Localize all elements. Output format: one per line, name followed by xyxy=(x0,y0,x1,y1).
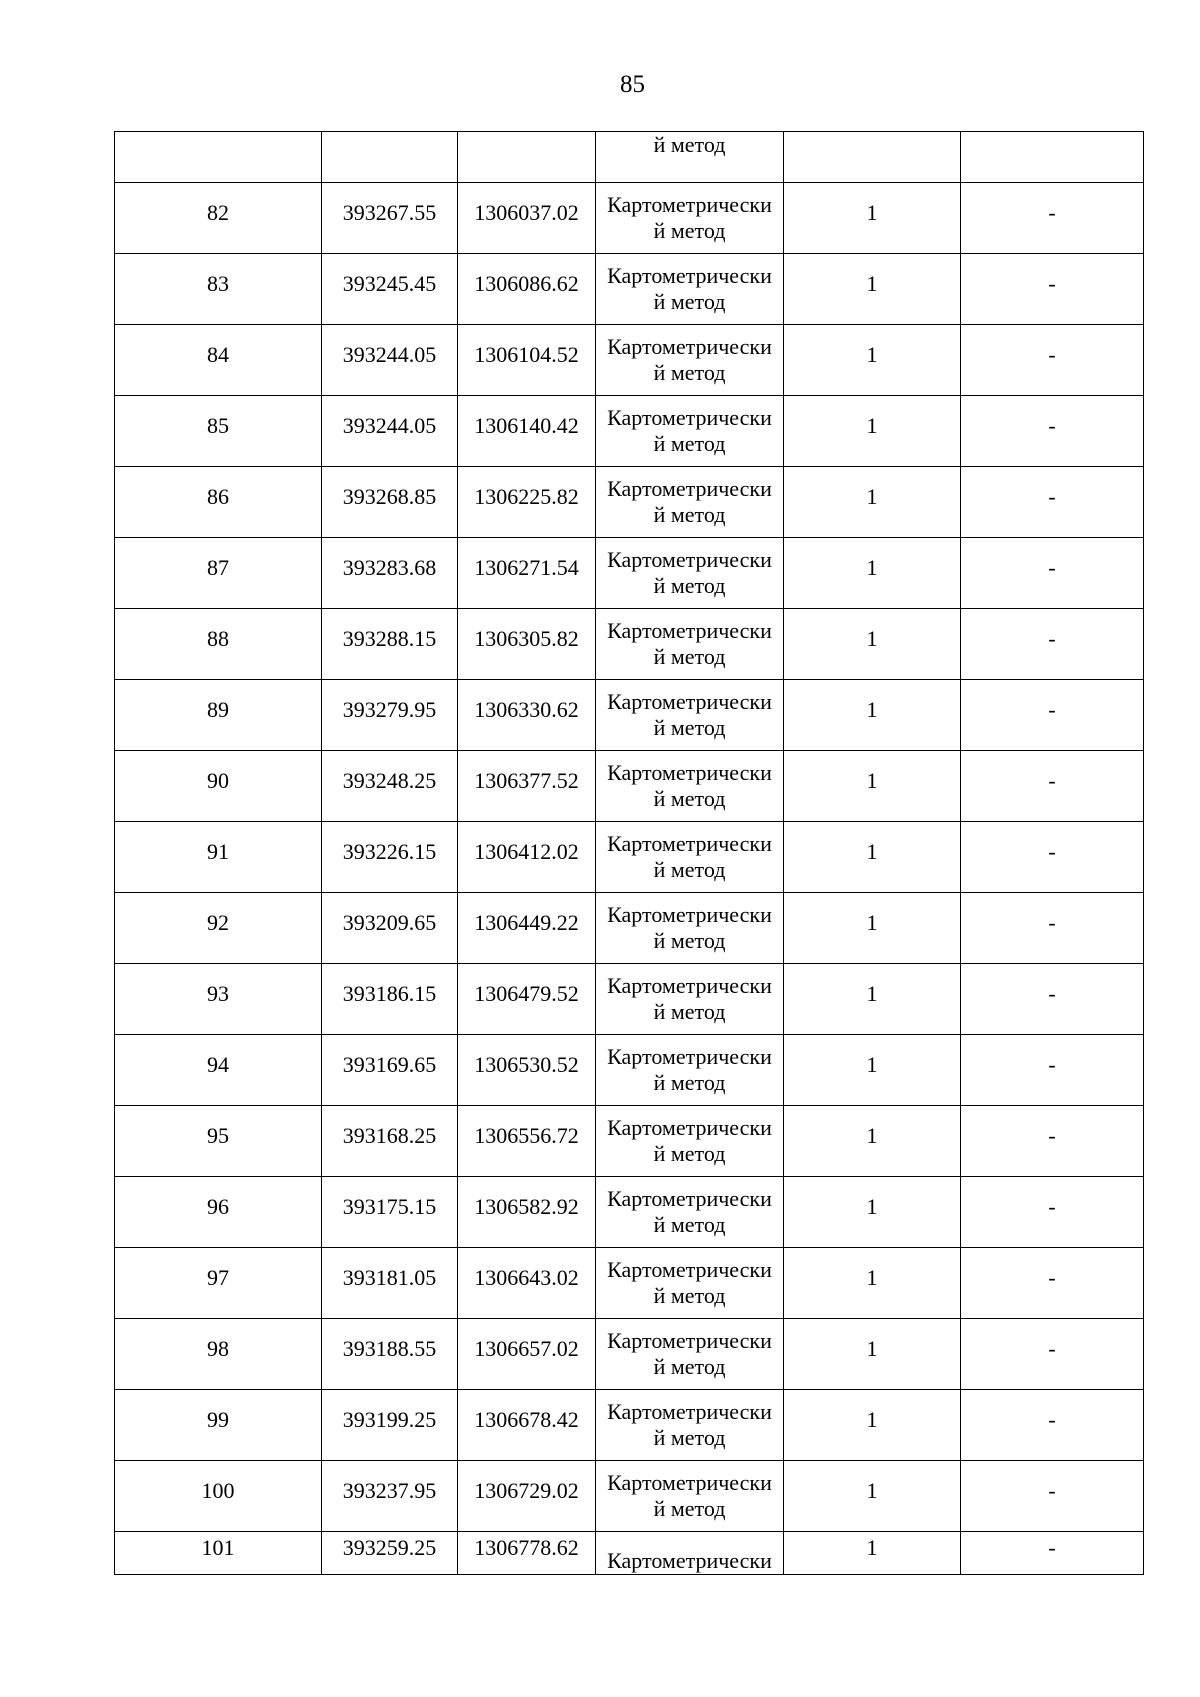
cell-note: - xyxy=(961,751,1144,822)
cell-number: 94 xyxy=(115,1035,322,1106)
cell-method xyxy=(596,1177,784,1248)
cell-method xyxy=(596,1248,784,1319)
cell-accuracy: 1 xyxy=(784,1248,961,1319)
cell-accuracy: 1 xyxy=(784,1106,961,1177)
page-number: 85 xyxy=(620,71,645,98)
cell-x: 393268.85 xyxy=(322,467,458,538)
cell-y: 1306330.62 xyxy=(458,680,596,751)
cell-method xyxy=(596,1390,784,1461)
table-row xyxy=(115,325,1144,396)
method-text-line: Картометрически xyxy=(607,689,772,714)
cell-accuracy xyxy=(784,132,961,183)
cell-method xyxy=(596,254,784,325)
cell-x: 393267.55 xyxy=(322,183,458,254)
method-text-line: й метод xyxy=(653,928,726,953)
method-text-line: Картометрически xyxy=(607,547,772,572)
method-text-line: й метод xyxy=(653,1425,726,1450)
cell-number: 89 xyxy=(115,680,322,751)
cell-accuracy: 1 xyxy=(784,183,961,254)
method-text-line: Картометрически xyxy=(607,1399,772,1424)
cell-accuracy: 1 xyxy=(784,1532,961,1575)
cell-accuracy: 1 xyxy=(784,964,961,1035)
cell-accuracy: 1 xyxy=(784,1177,961,1248)
cell-note: - xyxy=(961,1106,1144,1177)
cell-y: 1306657.02 xyxy=(458,1319,596,1390)
cell-x: 393209.65 xyxy=(322,893,458,964)
cell-note: - xyxy=(961,325,1144,396)
table-row xyxy=(115,964,1144,1035)
cell-method: Картометрически xyxy=(596,1532,784,1575)
cell-number: 93 xyxy=(115,964,322,1035)
table-row xyxy=(115,1319,1144,1390)
cell-x: 393279.95 xyxy=(322,680,458,751)
cell-method xyxy=(596,1035,784,1106)
cell-x: 393288.15 xyxy=(322,609,458,680)
cell-y: 1306037.02 xyxy=(458,183,596,254)
cell-y: 1306778.62 xyxy=(458,1532,596,1575)
cell-note xyxy=(961,132,1144,183)
table-row xyxy=(115,822,1144,893)
cell-y: 1306271.54 xyxy=(458,538,596,609)
table-row xyxy=(115,1248,1144,1319)
cell-number: 101 xyxy=(115,1532,322,1575)
cell-method xyxy=(596,325,784,396)
cell-number: 92 xyxy=(115,893,322,964)
cell-note: - xyxy=(961,1390,1144,1461)
cell-x: 393186.15 xyxy=(322,964,458,1035)
cell-y xyxy=(458,132,596,183)
cell-x: 393169.65 xyxy=(322,1035,458,1106)
cell-accuracy: 1 xyxy=(784,751,961,822)
method-text-line: Картометрически xyxy=(607,1257,772,1282)
table-row xyxy=(115,1461,1144,1532)
cell-x: 393199.25 xyxy=(322,1390,458,1461)
cell-x: 393175.15 xyxy=(322,1177,458,1248)
method-text-line: Картометрически xyxy=(607,973,772,998)
cell-x: 393244.05 xyxy=(322,325,458,396)
table-row xyxy=(115,183,1144,254)
cell-method xyxy=(596,1319,784,1390)
cell-x: 393245.45 xyxy=(322,254,458,325)
cell-x: 393244.05 xyxy=(322,396,458,467)
cell-method xyxy=(596,822,784,893)
table-row-last xyxy=(115,1532,1144,1575)
table-row xyxy=(115,1177,1144,1248)
cell-note: - xyxy=(961,680,1144,751)
cell-number: 87 xyxy=(115,538,322,609)
cell-method xyxy=(596,751,784,822)
cell-x: 393168.25 xyxy=(322,1106,458,1177)
cell-number: 83 xyxy=(115,254,322,325)
method-text-line: й метод xyxy=(653,502,726,527)
cell-number: 99 xyxy=(115,1390,322,1461)
method-text-line: й метод xyxy=(653,1070,726,1095)
method-text-line: й метод xyxy=(653,289,726,314)
method-text-line: й метод xyxy=(653,1283,726,1308)
cell-number xyxy=(115,132,322,183)
cell-note: - xyxy=(961,822,1144,893)
cell-y: 1306643.02 xyxy=(458,1248,596,1319)
table-row-continued xyxy=(115,132,1144,183)
cell-number: 100 xyxy=(115,1461,322,1532)
cell-x: 393188.55 xyxy=(322,1319,458,1390)
cell-y: 1306582.92 xyxy=(458,1177,596,1248)
cell-method xyxy=(596,680,784,751)
cell-note: - xyxy=(961,1248,1144,1319)
cell-x: 393181.05 xyxy=(322,1248,458,1319)
cell-note: - xyxy=(961,1035,1144,1106)
cell-y: 1306678.42 xyxy=(458,1390,596,1461)
cell-method xyxy=(596,1461,784,1532)
method-text-line: Картометрически xyxy=(607,760,772,785)
cell-x: 393237.95 xyxy=(322,1461,458,1532)
table-row xyxy=(115,680,1144,751)
cell-x: 393259.25 xyxy=(322,1532,458,1575)
cell-method xyxy=(596,467,784,538)
cell-number: 97 xyxy=(115,1248,322,1319)
cell-number: 96 xyxy=(115,1177,322,1248)
method-text-line: й метод xyxy=(653,786,726,811)
method-text-line: Картометрически xyxy=(607,263,772,288)
cell-number: 85 xyxy=(115,396,322,467)
method-text-line: Картометрически xyxy=(607,618,772,643)
method-text-line: й метод xyxy=(653,218,726,243)
method-text-line: Картометрически xyxy=(607,1186,772,1211)
cell-accuracy: 1 xyxy=(784,467,961,538)
cell-number: 90 xyxy=(115,751,322,822)
coordinates-table xyxy=(114,131,1144,1575)
table-row xyxy=(115,1106,1144,1177)
method-text-line: Картометрически xyxy=(607,831,772,856)
cell-y: 1306377.52 xyxy=(458,751,596,822)
cell-accuracy: 1 xyxy=(784,538,961,609)
table-row xyxy=(115,1390,1144,1461)
cell-accuracy: 1 xyxy=(784,680,961,751)
cell-x: 393248.25 xyxy=(322,751,458,822)
method-text-line: й метод xyxy=(653,1141,726,1166)
cell-note: - xyxy=(961,1177,1144,1248)
table-row xyxy=(115,538,1144,609)
cell-accuracy: 1 xyxy=(784,822,961,893)
cell-y: 1306225.82 xyxy=(458,467,596,538)
table-row xyxy=(115,893,1144,964)
cell-y: 1306449.22 xyxy=(458,893,596,964)
cell-method: й метод xyxy=(596,132,784,183)
cell-accuracy: 1 xyxy=(784,1319,961,1390)
cell-note: - xyxy=(961,254,1144,325)
cell-number: 82 xyxy=(115,183,322,254)
cell-y: 1306556.72 xyxy=(458,1106,596,1177)
method-text-line: Картометрически xyxy=(607,476,772,501)
cell-accuracy: 1 xyxy=(784,1390,961,1461)
cell-x xyxy=(322,132,458,183)
method-text-line: й метод xyxy=(653,857,726,882)
table-row xyxy=(115,254,1144,325)
cell-method xyxy=(596,538,784,609)
cell-y: 1306412.02 xyxy=(458,822,596,893)
cell-accuracy: 1 xyxy=(784,609,961,680)
cell-accuracy: 1 xyxy=(784,325,961,396)
method-text-line: Картометрически xyxy=(607,334,772,359)
cell-method xyxy=(596,893,784,964)
cell-method xyxy=(596,1106,784,1177)
cell-note: - xyxy=(961,1461,1144,1532)
method-text-line: й метод xyxy=(653,573,726,598)
cell-number: 95 xyxy=(115,1106,322,1177)
cell-note: - xyxy=(961,396,1144,467)
cell-x: 393226.15 xyxy=(322,822,458,893)
cell-note: - xyxy=(961,467,1144,538)
cell-number: 86 xyxy=(115,467,322,538)
cell-method xyxy=(596,183,784,254)
cell-number: 98 xyxy=(115,1319,322,1390)
method-text-line: й метод xyxy=(653,999,726,1024)
table-row xyxy=(115,467,1144,538)
cell-note: - xyxy=(961,964,1144,1035)
table-row xyxy=(115,609,1144,680)
cell-y: 1306479.52 xyxy=(458,964,596,1035)
method-text-line: Картометрически xyxy=(607,405,772,430)
cell-x: 393283.68 xyxy=(322,538,458,609)
method-text-line: Картометрически xyxy=(607,192,772,217)
cell-accuracy: 1 xyxy=(784,254,961,325)
cell-y: 1306729.02 xyxy=(458,1461,596,1532)
method-text-line: Картометрически xyxy=(607,902,772,927)
cell-accuracy: 1 xyxy=(784,1461,961,1532)
method-text-line: Картометрически xyxy=(607,1470,772,1495)
table-row xyxy=(115,396,1144,467)
method-text-line: й метод xyxy=(653,1212,726,1237)
method-text-line: й метод xyxy=(653,715,726,740)
cell-method xyxy=(596,396,784,467)
method-text-line: й метод xyxy=(653,644,726,669)
cell-note: - xyxy=(961,609,1144,680)
method-text-line: й метод xyxy=(653,1496,726,1521)
method-text-line: й метод xyxy=(653,360,726,385)
cell-number: 84 xyxy=(115,325,322,396)
table-row xyxy=(115,1035,1144,1106)
cell-y: 1306140.42 xyxy=(458,396,596,467)
cell-y: 1306530.52 xyxy=(458,1035,596,1106)
cell-accuracy: 1 xyxy=(784,893,961,964)
method-text-line: й метод xyxy=(653,1354,726,1379)
cell-y: 1306305.82 xyxy=(458,609,596,680)
cell-note: - xyxy=(961,1532,1144,1575)
cell-note: - xyxy=(961,538,1144,609)
table-body xyxy=(115,132,1144,1575)
method-text-line: й метод xyxy=(653,431,726,456)
method-text-line: Картометрически xyxy=(607,1044,772,1069)
method-text-line: Картометрически xyxy=(607,1328,772,1353)
method-text-line: Картометрически xyxy=(607,1115,772,1140)
cell-note: - xyxy=(961,183,1144,254)
cell-accuracy: 1 xyxy=(784,1035,961,1106)
cell-number: 88 xyxy=(115,609,322,680)
cell-number: 91 xyxy=(115,822,322,893)
cell-note: - xyxy=(961,1319,1144,1390)
cell-y: 1306104.52 xyxy=(458,325,596,396)
cell-accuracy: 1 xyxy=(784,396,961,467)
cell-method xyxy=(596,609,784,680)
table-row xyxy=(115,751,1144,822)
cell-method xyxy=(596,964,784,1035)
cell-note: - xyxy=(961,893,1144,964)
cell-y: 1306086.62 xyxy=(458,254,596,325)
